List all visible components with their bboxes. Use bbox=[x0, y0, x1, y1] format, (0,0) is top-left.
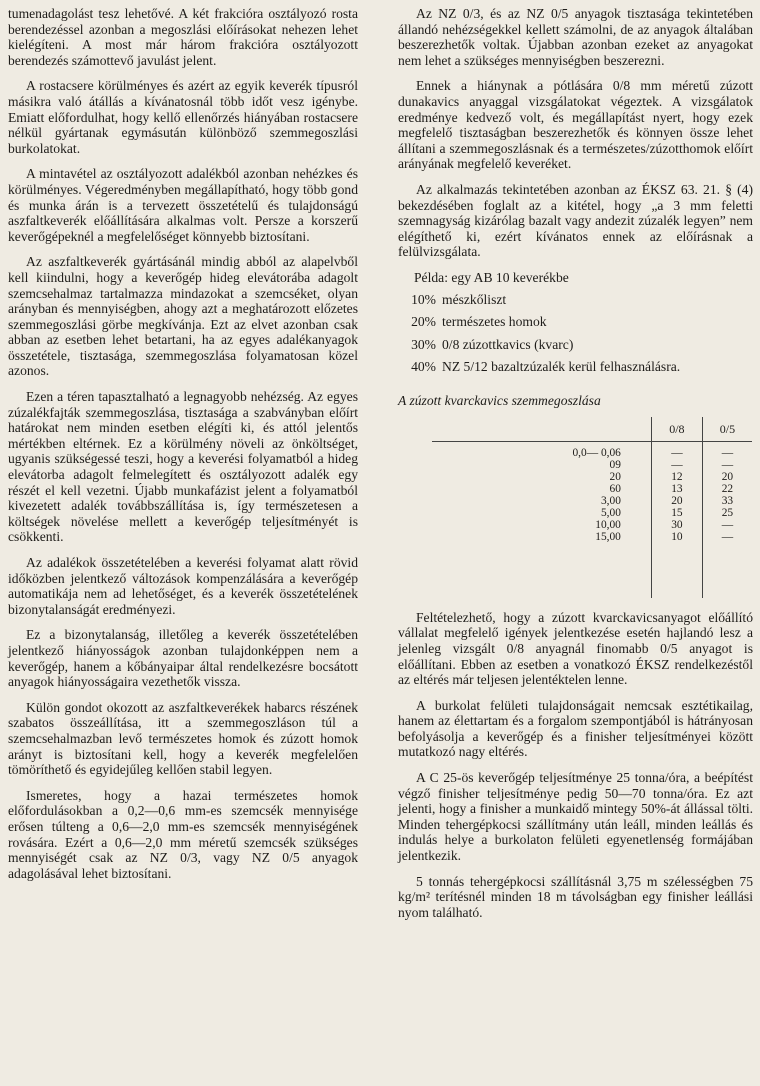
paragraph: A rostacsere körülményes és azért az egyik keverék típusról másikra való átállás a kívánatosnál több időt vesz igénybe. Emiatt előfordulhat, hogy kellő ellenőrzés hiányában rostacsere nélkül gyártanak egymásután különböző szemmegoszlási burkolatokat. bbox=[8, 78, 358, 156]
size-cell: 0,0— 0,06 bbox=[572, 447, 621, 460]
list-item bbox=[398, 337, 753, 353]
table-spacer bbox=[432, 544, 752, 598]
size-cell: 20 bbox=[609, 471, 621, 484]
value-cell: 20 bbox=[651, 496, 702, 508]
material-name: NZ 5/12 bazaltzúzalék kerül felhasználásra. bbox=[442, 359, 681, 375]
value-cell: 20 bbox=[721, 471, 734, 484]
size-cell: 09 bbox=[609, 459, 621, 472]
column-header-0-5: 0/5 bbox=[702, 417, 752, 442]
table-row bbox=[432, 532, 752, 544]
table-row bbox=[432, 472, 752, 484]
value-cell: — bbox=[651, 448, 702, 460]
material-name: természetes homok bbox=[442, 314, 547, 330]
material-name: 0/8 zúzottkavics (kvarc) bbox=[442, 336, 574, 352]
value-cell: — bbox=[721, 459, 734, 472]
table-row bbox=[432, 508, 752, 520]
value-cell: 10 bbox=[651, 532, 702, 544]
paragraph: Feltételezhető, hogy a zúzott kvarckavicsanyagot előállító vállalat megfelelő igények jelentkezése esetén hajlandó lesz a jelenleg vizsgált 0/8 anyagnál finomabb 0/5 anyagot is előállítani. Ebben az esetben a vonatkozó ÉKSZ rendelkezéstől az eltérés már teljesen jelentéktelen lenne. bbox=[398, 609, 753, 688]
percentage: 10% bbox=[411, 291, 436, 307]
paragraph: tumenadagolást tesz lehetővé. A két frakcióra osztályozó rosta berendezéssel azonban a megoszlási előírásokat nehezen lehet kielégíteni. A most már három frakcióra osztályozott berendezés számottevő javulást jelent. bbox=[8, 6, 358, 68]
percentage: 20% bbox=[411, 314, 436, 330]
paragraph: Ezen a téren tapasztalható a legnagyobb nehézség. Az egyes zúzalékfajták szemmegoszlása, tisztasága a szabványban előírt határokat nem minden esetben elégíti ki, és attól jelentős mértékben eltérnek. Ez a körülmény növeli az önköltséget, ugyanis szükségessé teszi, hogy a keverési folyamatból a hideg elevátorba adagolt felmelegített és osztályozott adalék egy részét el kell vezetni. Újabb munkafázist jelent a folyamatból kivezetett adalék továbbszállítása is, így természetesen a költségek növelése mellett a keverőgép teljesítményét is csökkenti. bbox=[8, 389, 358, 545]
list-item bbox=[398, 292, 753, 308]
paragraph: Külön gondot okozott az aszfaltkeverékek habarcs részének szabatos összeállítása, itt a szemmegoszláson túl a szemcsehalmazban levő természetes homok és zúzott homok arányt is biztosítani kell, hogy a keverék megfelelően tömöríthető és egyidejűleg kellően stabil legyen. bbox=[8, 699, 358, 778]
column-header-0-8: 0/8 bbox=[651, 417, 702, 442]
table-row bbox=[432, 460, 752, 472]
paragraph: Ismeretes, hogy a hazai természetes homok előfordulásokban a 0,2—0,6 mm-es szemcsék mennyisége erősen túlteng a 0,6—2,0 mm-es szemcsék mennyiségének rovására. Ezért a 0,6—2,0 mm méretű szemcsék szükséges mennyiségét csak az NZ 0/3, vagy NZ 0/5 anyagok adagolásával lehet biztosítani. bbox=[8, 787, 358, 881]
paragraph: Ennek a hiánynak a pótlására 0/8 mm méretű zúzott dunakavics anyaggal vizsgálatokat végeztek. A vizsgálatok eredménye kedvező volt, és megállapítást nyert, hogy ezek megfelelő tisztaságban beszerezhetők és könnyen össze lehet állítani a szemmegoszlásnak és a természetes/zúzotthomok előírt arányának megfelelő keveréket. bbox=[398, 78, 753, 172]
value-cell: — bbox=[721, 518, 734, 531]
size-cell: 60 bbox=[609, 483, 621, 496]
paragraph: Az NZ 0/3, és az NZ 0/5 anyagok tisztasága tekintetében állandó nehézségekkel kellett számolni, de az anyagok általában beszerezhetők voltak. Újabban azonban ezeket az anyagokat nem lehet a szükséges mennyiségben beszerezni. bbox=[398, 6, 753, 68]
table-caption: A zúzott kvarckavics szemmegoszlása bbox=[398, 392, 601, 408]
table-row bbox=[432, 484, 752, 496]
paragraph: Az alkalmazás tekintetében azonban az ÉKSZ 63. 21. § (4) bekezdésében foglalt az a kitétel, hogy „a 3 mm feletti szemnagyság kizárólag bazalt vagy andezit zúzalék legyen” nem elégíthető ki, ezért kívánatos ennek az előírásnak a felülvizsgálata. bbox=[398, 181, 753, 260]
list-item bbox=[398, 314, 753, 330]
size-column-header bbox=[432, 417, 651, 442]
value-cell: 30 bbox=[651, 520, 702, 532]
percentage: 30% bbox=[411, 336, 436, 352]
table-row bbox=[432, 520, 752, 532]
size-cell: 15,00 bbox=[595, 530, 621, 543]
paragraph: A C 25-ös keverőgép teljesítménye 25 tonna/óra, a beépítést végző finisher teljesítménye pedig 50—70 tonna/óra. Ez azt jelenti, hogy a finisher a munkaidő mintegy 50%-át állással tölti. Minden tehergépkocsi szállítmány után leáll, minden leállás és indulás helye a burkolaton felületi egyenetlenség formájában jelentkezik. bbox=[398, 770, 753, 864]
table-header-row bbox=[432, 417, 752, 442]
example-title: Példa: egy AB 10 keverékbe bbox=[414, 269, 569, 285]
list-item bbox=[398, 359, 753, 375]
value-cell: 22 bbox=[721, 483, 734, 496]
value-cell: 25 bbox=[721, 507, 734, 519]
value-cell: 33 bbox=[721, 495, 734, 508]
paragraph: A burkolat felületi tulajdonságait nemcsak esztétikailag, hanem az élettartam és a forgalom szempontjából is hátrányosan befolyásolja a keverőgép és a finisher teljesítményei között mutatkozó nagy eltérés. bbox=[398, 697, 753, 760]
right-column bbox=[398, 6, 753, 930]
left-column bbox=[8, 6, 358, 891]
grain-distribution-table bbox=[432, 417, 752, 597]
paragraph: Ez a bizonytalanság, illetőleg a keverék összetételében jelentkező hiányosságok azonban tulajdonképpen nem a keverőgép, hanem a kőbányaipar által rendelkezésre bocsátott anyagok hiányosságaira vezethetők vissza. bbox=[8, 627, 358, 690]
value-cell: — bbox=[721, 447, 734, 460]
paragraph: Az adalékok összetételében a keverési folyamat alatt rövid időközben jelentkező változások kompenzálására a keverőgép automatikája nem ad lehetőséget, és a keverék összetételének bizonytalanságát eredményezi. bbox=[8, 555, 358, 617]
value-cell: 12 bbox=[651, 472, 702, 484]
paragraph: Az aszfaltkeverék gyártásánál mindig abból az alapelvből kell kiindulni, hogy a keverőgép hideg elevátorába adagolt szemcsehalmaz tartalmazza mindazokat a szemcséket, olyan arányban és mennyiségben, ahogy azt a meghatározott előzetes szemmegoszlási görbe megkívánja. Ezt az elvet azonban csak abban az esetben lehet betartani, ha az egyes adalékanyagok összetétele, tisztasága, szemmegoszlása folyamatosan közel azonos. bbox=[8, 254, 358, 379]
material-name: mészkőliszt bbox=[442, 291, 507, 307]
size-cell: 5,00 bbox=[600, 507, 621, 519]
percentage: 40% bbox=[411, 359, 436, 375]
size-cell: 3,00 bbox=[600, 495, 621, 508]
value-cell: 13 bbox=[651, 484, 702, 496]
example-list bbox=[398, 292, 753, 375]
value-cell: 15 bbox=[651, 508, 702, 520]
value-cell: — bbox=[721, 530, 734, 543]
table-row bbox=[432, 448, 752, 460]
value-cell: — bbox=[651, 460, 702, 472]
paragraph: A mintavétel az osztályozott adalékból azonban nehézkes és körülményes. Végeredményben megállapítható, hogy több gond és munka árán is a tervezett összetételű és tulajdonságú aszfaltkeverék előállítására alkalmas volt. Persze a korszerű keverőgépeknél a megfelelőséget könnyebb biztosítani. bbox=[8, 166, 358, 244]
table-row bbox=[432, 496, 752, 508]
size-cell: 10,00 bbox=[595, 518, 621, 531]
paragraph: 5 tonnás tehergépkocsi szállításnál 3,75 m szélességben 75 kg/m² terítésnél minden 18 m távolságban egy finisher leállási nyom található. bbox=[398, 873, 753, 920]
